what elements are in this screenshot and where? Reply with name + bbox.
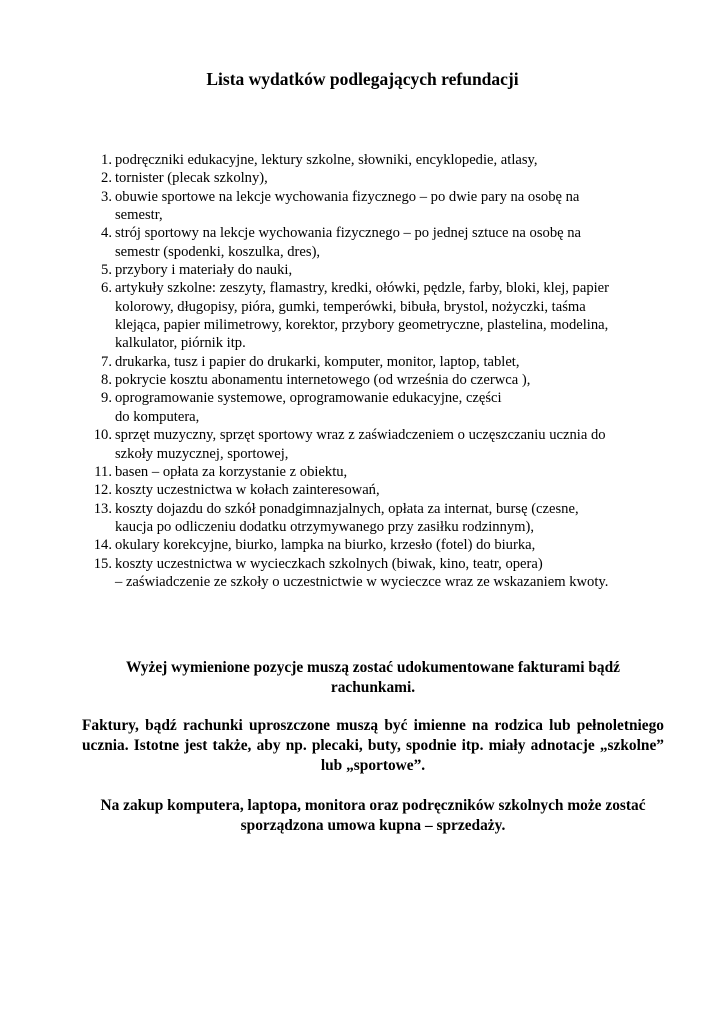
list-item-number-text: 9. <box>101 390 112 407</box>
list-item-text: strój sportowy na lekcje wychowania fizycznego – po jednej sztuce na osobę na semestr (spodenki, koszulka, dres), <box>115 225 582 260</box>
list-item <box>84 279 664 352</box>
list-item-number-text: 6. <box>101 280 112 297</box>
list-item-text: koszty uczestnictwa w wycieczkach szkolnych (biwak, kino, teatr, opera) – zaświadczenie ze szkoły o uczestnictwie w wycieczce wraz ze wskazaniem kwoty. <box>115 555 609 590</box>
list-item <box>84 224 664 261</box>
list-item <box>84 389 664 426</box>
list-item <box>84 371 664 389</box>
documentation-requirement-note: Wyżej wymienione pozycje muszą zostać udokumentowane fakturami bądź rachunkami. <box>125 659 621 696</box>
list-item-number <box>84 536 112 554</box>
list-item-number <box>84 224 112 242</box>
list-item <box>84 555 664 592</box>
list-item-number <box>84 426 112 444</box>
list-item-number-text: 2. <box>101 170 112 187</box>
expense-list <box>84 151 664 591</box>
list-item <box>84 169 664 187</box>
document-title: Lista wydatków podlegających refundacji <box>206 69 519 89</box>
list-item-text: pokrycie kosztu abonamentu internetowego (od września do czerwca ), <box>115 372 531 389</box>
list-item-text: podręczniki edukacyjne, lektury szkolne, słowniki, encyklopedie, atlasy, <box>115 152 538 168</box>
list-item <box>84 261 664 279</box>
list-item <box>84 536 664 554</box>
list-item-text: koszty uczestnictwa w kołach zainteresowań, <box>115 482 380 499</box>
list-item-text: przybory i materiały do nauki, <box>115 262 293 279</box>
list-item-number <box>84 169 112 187</box>
list-item-number-text: 4. <box>101 225 112 242</box>
list-item-number <box>84 279 112 297</box>
list-item-number-text: 15. <box>93 555 112 572</box>
list-item-text: tornister (plecak szkolny), <box>115 170 268 187</box>
list-item <box>84 481 664 499</box>
list-item-number <box>84 481 112 499</box>
list-item <box>84 426 664 463</box>
list-item-number-text: 10. <box>93 427 112 444</box>
purchase-agreement-note: Na zakup komputera, laptopa, monitora oraz podręczników szkolnych może zostać sporządzona umowa kupna – sprzedaży. <box>100 797 646 834</box>
list-item-text: basen – opłata za korzystanie z obiektu, <box>115 463 348 480</box>
list-item-number-text: 11. <box>94 463 112 480</box>
list-item-number-text: 7. <box>101 353 112 370</box>
list-item-text: okulary korekcyjne, biurko, lampka na biurko, krzesło (fotel) do biurka, <box>115 537 536 554</box>
list-item-number-text: 5. <box>101 262 112 279</box>
list-item-number <box>84 500 112 518</box>
list-item-number <box>84 463 112 481</box>
list-item-number <box>84 353 112 371</box>
list-item-number-text: 8. <box>101 372 112 389</box>
list-item <box>84 188 664 225</box>
list-item-text: drukarka, tusz i papier do drukarki, komputer, monitor, laptop, tablet, <box>115 353 520 370</box>
list-item-text: obuwie sportowe na lekcje wychowania fizycznego – po dwie pary na osobę na semestr, <box>115 188 580 224</box>
list-item <box>84 463 664 481</box>
list-item-number <box>84 188 112 206</box>
list-item-number-text: 3. <box>101 188 112 205</box>
named-receipts-note: Faktury, bądź rachunki uproszczone muszą być imienne na rodzica lub pełnoletniego ucznia. Istotne jest także, aby np. plecaki, buty, spodnie itp. miały adnotacje „szkolne” lub „sportowe”. <box>82 717 664 774</box>
list-item-text: artykuły szkolne: zeszyty, flamastry, kredki, ołówki, pędzle, farby, bloki, klej, papier kolorowy, długopisy, pióra, gumki, temperówki, bibuła, brystol, nożyczki, taśma klejąca, papier milimetrowy, korektor, przybory geometryczne, plastelina, modelina, kalkulator, piórnik itp. <box>115 280 610 352</box>
list-item-number <box>84 261 112 279</box>
list-item-number-text: 1. <box>101 152 112 168</box>
list-item-number-text: 14. <box>93 537 112 554</box>
list-item-text: oprogramowanie systemowe, oprogramowanie edukacyjne, części do komputera, <box>115 390 502 425</box>
list-item <box>84 151 664 169</box>
list-item-number-text: 12. <box>93 482 112 499</box>
list-item-number-text: 13. <box>93 500 112 517</box>
list-item <box>84 353 664 371</box>
list-item-number <box>84 151 112 169</box>
list-item <box>84 500 664 537</box>
list-item-number <box>84 555 112 573</box>
list-item-number <box>84 389 112 407</box>
list-item-text: sprzęt muzyczny, sprzęt sportowy wraz z zaświadczeniem o uczęszczaniu ucznia do szkoły muzycznej, sportowej, <box>115 427 606 462</box>
list-item-number <box>84 371 112 389</box>
list-item-text: koszty dojazdu do szkół ponadgimnazjalnych, opłata za internat, bursę (czesne, kaucja po odliczeniu dodatku otrzymywanego przy zasiłku rodzinnym), <box>115 500 579 535</box>
